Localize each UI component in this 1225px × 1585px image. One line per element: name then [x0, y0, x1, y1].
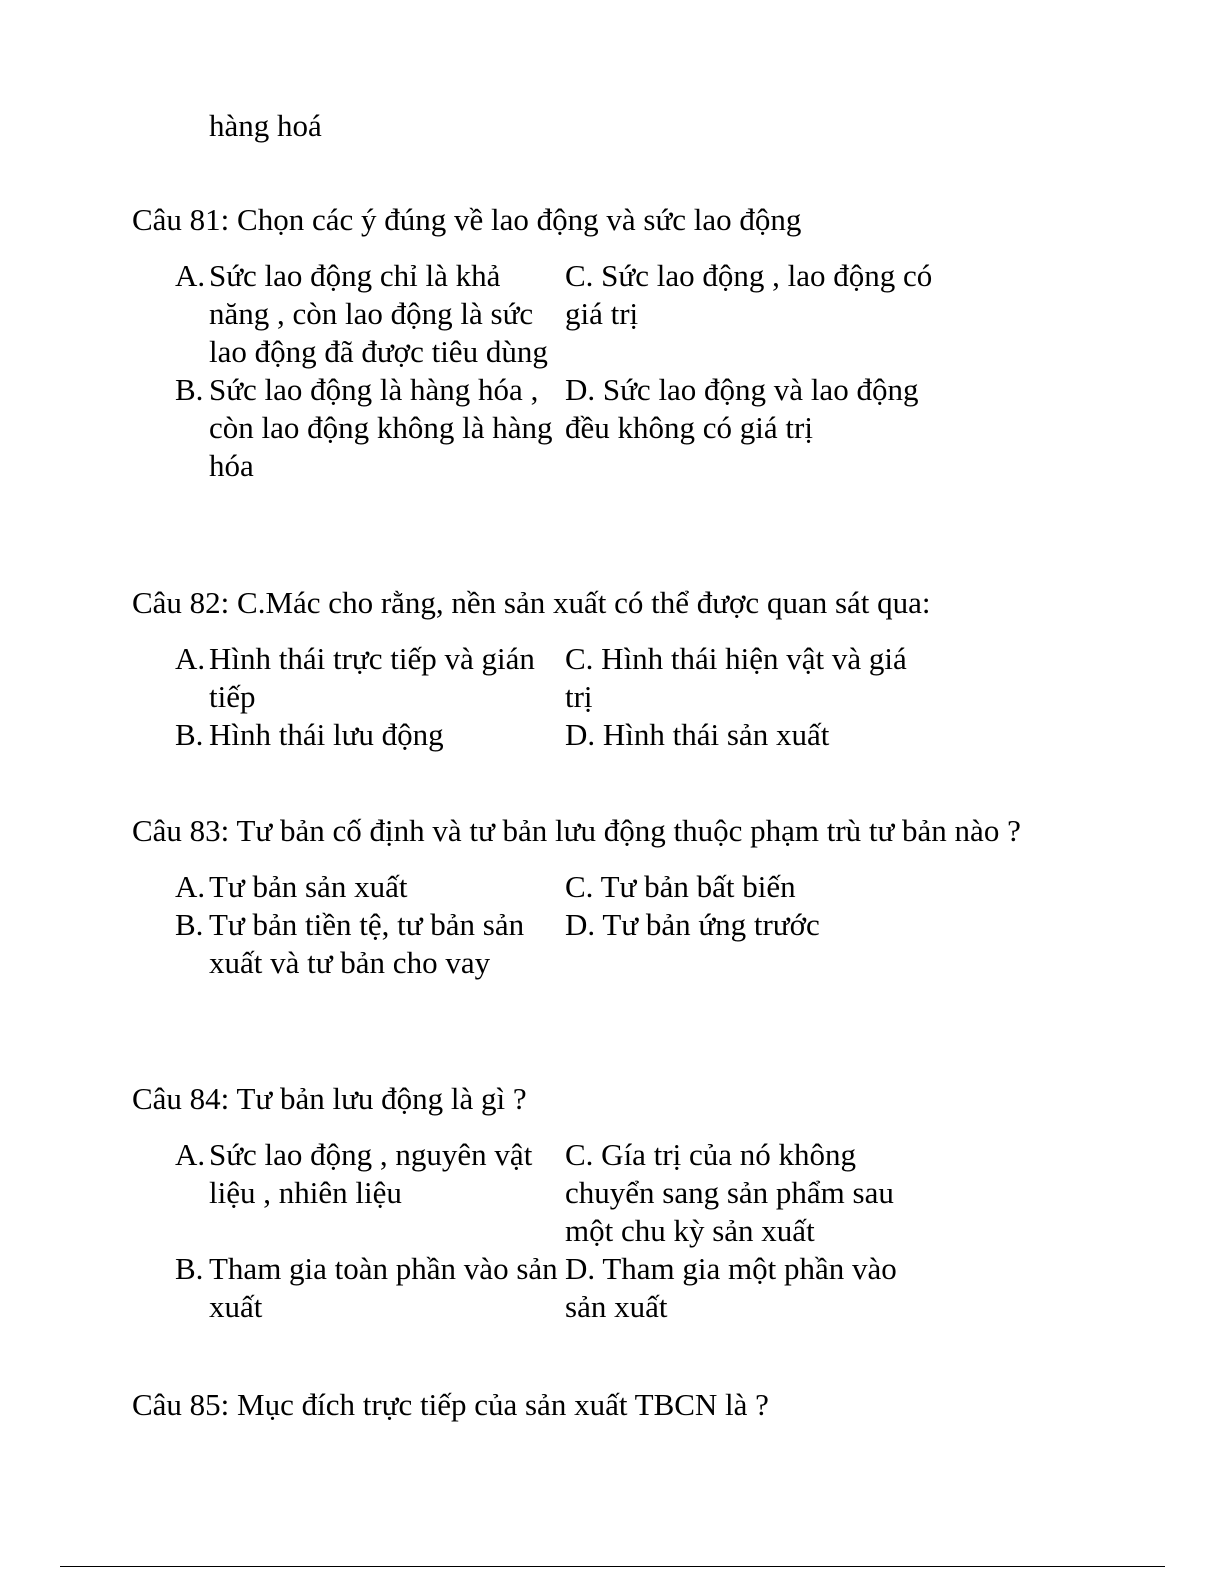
- question-title: Câu 84: Tư bản lưu động là gì ?: [132, 1081, 527, 1116]
- answer-options: [132, 1136, 1132, 1326]
- option-c: C. Hình thái hiện vật và giá trị: [565, 641, 907, 714]
- option-letter: A.: [175, 641, 206, 676]
- option-letter: B.: [175, 717, 204, 752]
- option-letter: B.: [175, 1251, 204, 1286]
- option-b: [175, 1250, 565, 1326]
- option-a: [175, 868, 565, 906]
- option-text: Hình thái lưu động: [209, 717, 444, 752]
- option-text: Tư bản tiền tệ, tư bản sản xuất và tư bản cho vay: [209, 907, 525, 980]
- option-a: [175, 640, 565, 716]
- question-title: Câu 82: C.Mác cho rằng, nền sản xuất có thể được quan sát qua:: [132, 585, 931, 620]
- option-row: [132, 716, 1132, 754]
- option-letter: A.: [175, 1137, 206, 1172]
- answer-options: [132, 257, 1132, 485]
- option-row: [132, 371, 1132, 485]
- option-row: [132, 257, 1132, 371]
- option-c: C. Sức lao động , lao động có giá trị: [565, 258, 933, 331]
- option-a: [175, 257, 565, 371]
- option-b: [175, 371, 565, 485]
- question-85: [132, 1386, 1132, 1424]
- question-83: [132, 812, 1132, 982]
- option-d: D. Hình thái sản xuất: [565, 717, 830, 752]
- option-row: [132, 868, 1132, 906]
- option-b: [175, 716, 565, 754]
- option-b: [175, 906, 565, 982]
- option-text: Tư bản sản xuất: [209, 869, 408, 904]
- question-81: [132, 201, 1132, 485]
- option-c: C. Tư bản bất biến: [565, 869, 796, 904]
- option-d: D. Tư bản ứng trước: [565, 907, 820, 942]
- continuation-text: hàng hoá: [209, 108, 322, 143]
- option-row: [132, 640, 1132, 716]
- question-title: Câu 83: Tư bản cố định và tư bản lưu động thuộc phạm trù tư bản nào ?: [132, 813, 1021, 848]
- answer-options: [132, 640, 1132, 754]
- option-letter: B.: [175, 907, 204, 942]
- option-d: D. Tham gia một phần vào sản xuất: [565, 1251, 897, 1324]
- option-c: C. Gía trị của nó không chuyển sang sản phẩm sau một chu kỳ sản xuất: [565, 1137, 894, 1248]
- option-text: Sức lao động là hàng hóa , còn lao động không là hàng hóa: [209, 372, 553, 483]
- question-82: [132, 584, 1132, 754]
- option-text: Hình thái trực tiếp và gián tiếp: [209, 641, 535, 714]
- question-title: Câu 85: Mục đích trực tiếp của sản xuất TBCN là ?: [132, 1387, 769, 1422]
- question-84: [132, 1080, 1132, 1326]
- option-a: [175, 1136, 565, 1250]
- option-text: Sức lao động chỉ là khả năng , còn lao động là sức lao động đã được tiêu dùng: [209, 258, 548, 369]
- option-row: [132, 906, 1132, 982]
- option-d: D. Sức lao động và lao động đều không có giá trị: [565, 372, 919, 445]
- option-letter: B.: [175, 372, 204, 407]
- question-title: Câu 81: Chọn các ý đúng về lao động và sức lao động: [132, 202, 802, 237]
- option-text: Sức lao động , nguyên vật liệu , nhiên liệu: [209, 1137, 533, 1210]
- option-row: [132, 1250, 1132, 1326]
- option-row: [132, 1136, 1132, 1250]
- option-text: Tham gia toàn phần vào sản xuất: [209, 1251, 558, 1324]
- page-bottom-rule: [60, 1566, 1165, 1567]
- answer-options: [132, 868, 1132, 982]
- option-letter: A.: [175, 258, 206, 293]
- option-letter: A.: [175, 869, 206, 904]
